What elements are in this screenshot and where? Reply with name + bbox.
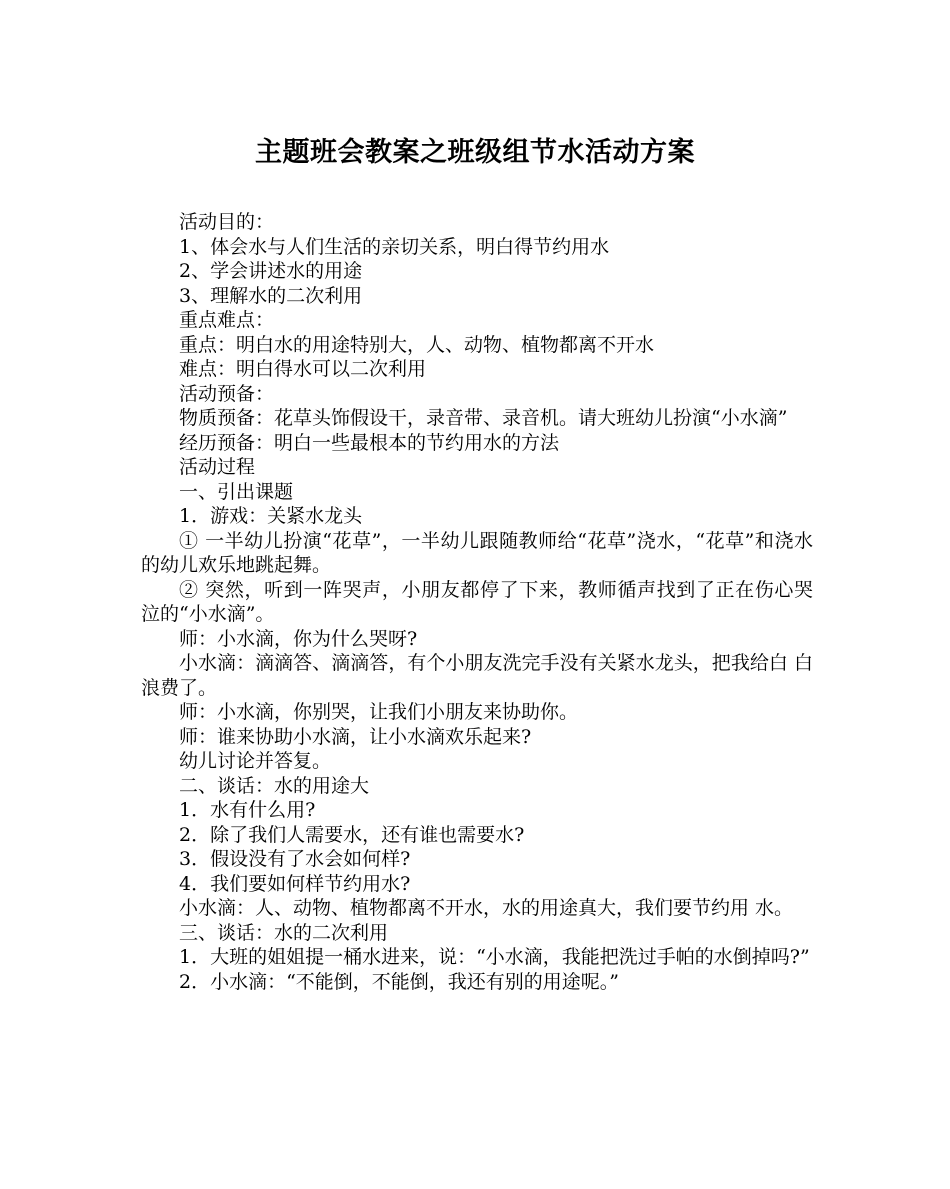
paragraph: 幼儿讨论并答复。	[179, 750, 332, 772]
paragraph: 小水滴：滴滴答、滴滴答，有个小朋友洗完手没有关紧水龙头，把我给白 白浪费了。	[141, 652, 813, 699]
paragraph: 二、谈话：水的用途大	[179, 774, 370, 797]
paragraph: 3．假设没有了水会如何样?	[179, 848, 411, 870]
paragraph: 1．游戏：关紧水龙头	[179, 505, 363, 527]
paragraph: 3、理解水的二次利用	[179, 284, 363, 307]
paragraph: 难点：明白得水可以二次利用	[179, 358, 427, 380]
paragraph: ② 突然，听到一阵哭声，小朋友都停了下来，教师循声找到了正在伤心哭 泣的“小水滴”。	[141, 578, 813, 625]
paragraph: 小水滴：人、动物、植物都离不开水，水的用途真大，我们要节约用 水。	[179, 897, 794, 919]
paragraph: 经历预备：明白一些最根本的节约用水的方法	[179, 431, 560, 454]
paragraph: 2．小水滴：“不能倒，不能倒，我还有别的用途呢。”	[179, 970, 620, 993]
paragraph: 一、引出课题	[179, 480, 294, 503]
paragraph: 重点难点：	[179, 309, 275, 331]
document-title: 主题班会教案之班级组节水活动方案	[255, 137, 695, 168]
paragraph: ① 一半幼儿扮演“花草”，一半幼儿跟随教师给“花草”浇水，“花草”和浇水的幼儿欢乐地跳起舞。	[141, 529, 813, 576]
paragraph: 三、谈话：水的二次利用	[179, 921, 389, 944]
paragraph: 1、体会水与人们生活的亲切关系，明白得节约用水	[179, 235, 610, 258]
paragraph: 师：小水滴，你别哭，让我们小朋友来协助你。	[179, 701, 579, 723]
document-body	[141, 210, 813, 994]
paragraph: 2、学会讲述水的用途	[179, 260, 363, 282]
paragraph: 重点：明白水的用途特别大，人、动物、植物都离不开水	[179, 333, 655, 356]
paragraph: 师：小水滴，你为什么哭呀?	[179, 627, 418, 650]
paragraph: 1．水有什么用?	[179, 799, 316, 821]
paragraph: 1．大班的姐姐提一桶水进来，说：“小水滴，我能把洗过手帕的水倒掉吗?”	[179, 946, 810, 968]
paragraph: 2．除了我们人需要水，还有谁也需要水?	[179, 823, 525, 846]
paragraph: 活动目的：	[179, 211, 275, 233]
paragraph: 活动过程	[179, 456, 256, 478]
paragraph: 活动预备：	[179, 382, 275, 405]
paragraph: 物质预备：花草头饰假设干，录音带、录音机。请大班幼儿扮演“小水滴”	[179, 407, 788, 429]
paragraph: 师：谁来协助小水滴，让小水滴欢乐起来?	[179, 725, 532, 748]
paragraph: 4．我们要如何样节约用水?	[179, 872, 411, 895]
